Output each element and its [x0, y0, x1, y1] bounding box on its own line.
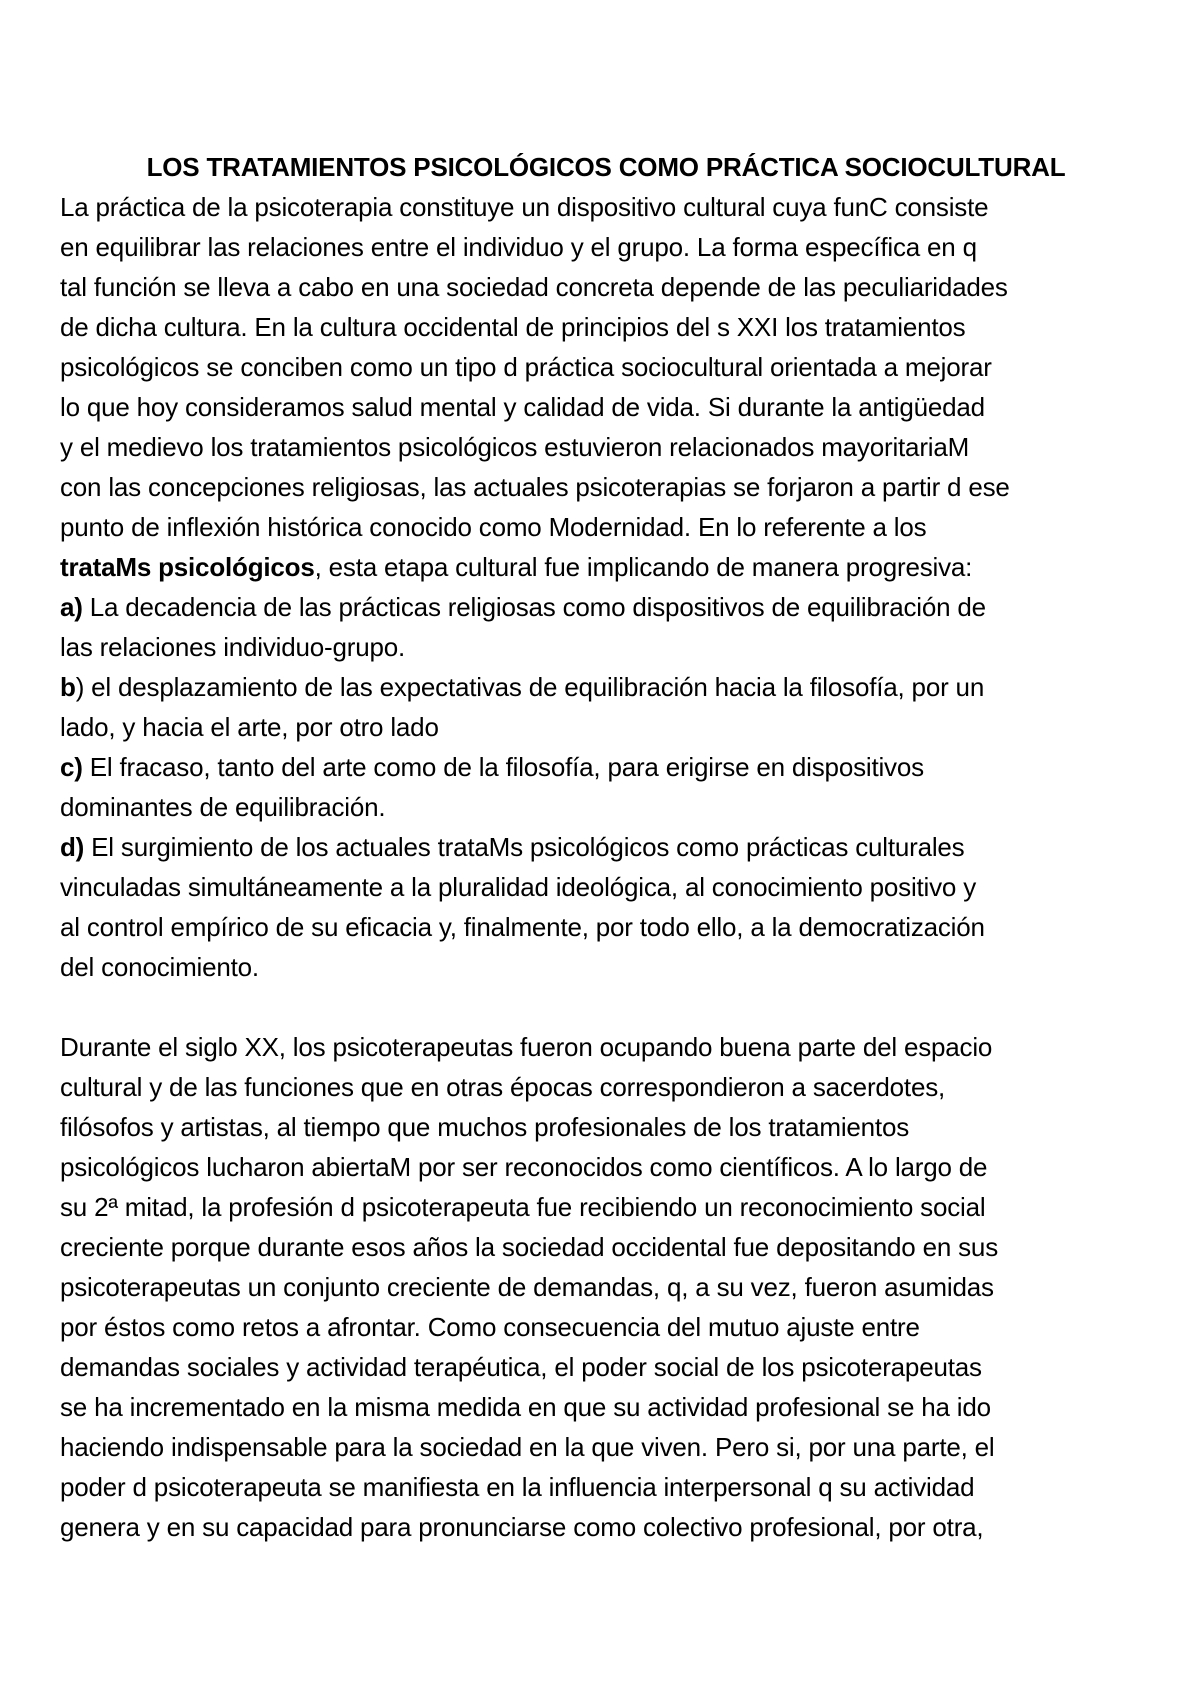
list-items: [60, 587, 1140, 987]
list-item-b: [60, 667, 1140, 707]
text-line: y el medievo los tratamientos psicológicos estuvieron relacionados mayoritariaM: [60, 432, 970, 462]
text-line: las relaciones individuo-grupo.: [60, 632, 406, 662]
paragraph-intro: [60, 187, 1140, 587]
text-line: en equilibrar las relaciones entre el individuo y el grupo. La forma específica en q: [60, 232, 977, 262]
item-label: b: [60, 672, 76, 702]
text-line: por éstos como retos a afrontar. Como consecuencia del mutuo ajuste entre: [60, 1312, 920, 1342]
text-span: El fracaso, tanto del arte como de la filosofía, para erigirse en dispositivos: [82, 752, 924, 782]
text-line-mixed: [60, 547, 1140, 587]
text-line: filósofos y artistas, al tiempo que muchos profesionales de los tratamientos: [60, 1112, 910, 1142]
text-span: ) el desplazamiento de las expectativas de equilibración hacia la filosofía, por un: [75, 672, 985, 702]
text-line: psicoterapeutas un conjunto creciente de demandas, q, a su vez, fueron asumidas: [60, 1272, 994, 1302]
bold-term: trataMs psicológicos: [60, 552, 315, 582]
text-line: genera y en su capacidad para pronunciarse como colectivo profesional, por otra,: [60, 1512, 984, 1542]
document-page: [60, 147, 1140, 1547]
text-line: punto de inflexión histórica conocido como Modernidad. En lo referente a los: [60, 512, 927, 542]
text-line: lo que hoy consideramos salud mental y calidad de vida. Si durante la antigüedad: [60, 392, 985, 422]
text-line: se ha incrementado en la misma medida en que su actividad profesional se ha ido: [60, 1392, 991, 1422]
text-span: El surgimiento de los actuales trataMs psicológicos como prácticas culturales: [84, 832, 965, 862]
list-item-c: [60, 747, 1140, 787]
text-line: vinculadas simultáneamente a la pluralidad ideológica, al conocimiento positivo y: [60, 872, 977, 902]
text-line: dominantes de equilibración.: [60, 792, 386, 822]
item-label: c): [60, 752, 83, 782]
text-line: Durante el siglo XX, los psicoterapeutas fueron ocupando buena parte del espacio: [60, 1032, 993, 1062]
text-span: La decadencia de las prácticas religiosas como dispositivos de equilibración de: [82, 592, 986, 622]
item-label: d): [60, 832, 85, 862]
text-line: de dicha cultura. En la cultura occidental de principios del s XXI los tratamientos: [60, 312, 966, 342]
text-line: tal función se lleva a cabo en una sociedad concreta depende de las peculiaridades: [60, 272, 1008, 302]
text-line: su 2ª mitad, la profesión d psicoterapeuta fue recibiendo un reconocimiento social: [60, 1192, 986, 1222]
text-line: cultural y de las funciones que en otras épocas correspondieron a sacerdotes,: [60, 1072, 946, 1102]
paragraph-gap: [60, 987, 1140, 1027]
text-span: , esta etapa cultural fue implicando de manera progresiva:: [314, 552, 973, 582]
list-item-a: [60, 587, 1140, 627]
text-line: La práctica de la psicoterapia constituye un dispositivo cultural cuya funC consiste: [60, 192, 989, 222]
text-line: al control empírico de su eficacia y, finalmente, por todo ello, a la democratización: [60, 912, 985, 942]
text-line: poder d psicoterapeuta se manifiesta en la influencia interpersonal q su actividad: [60, 1472, 975, 1502]
text-line: con las concepciones religiosas, las actuales psicoterapias se forjaron a partir d ese: [60, 472, 1010, 502]
item-label: a): [60, 592, 83, 622]
text-line: haciendo indispensable para la sociedad en la que viven. Pero si, por una parte, el: [60, 1432, 995, 1462]
document-title: LOS TRATAMIENTOS PSICOLÓGICOS COMO PRÁCTICA SOCIOCULTURAL: [146, 152, 1066, 182]
text-line: demandas sociales y actividad terapéutica, el poder social de los psicoterapeutas: [60, 1352, 982, 1382]
text-line: del conocimiento.: [60, 952, 259, 982]
text-line: psicológicos lucharon abiertaM por ser reconocidos como científicos. A lo largo de: [60, 1152, 988, 1182]
text-line: creciente porque durante esos años la sociedad occidental fue depositando en sus: [60, 1232, 998, 1262]
text-line: lado, y hacia el arte, por otro lado: [60, 712, 439, 742]
list-item-d: [60, 827, 1140, 867]
text-line: psicológicos se conciben como un tipo d práctica sociocultural orientada a mejorar: [60, 352, 992, 382]
paragraph-siglo-xx: [60, 1027, 1140, 1547]
